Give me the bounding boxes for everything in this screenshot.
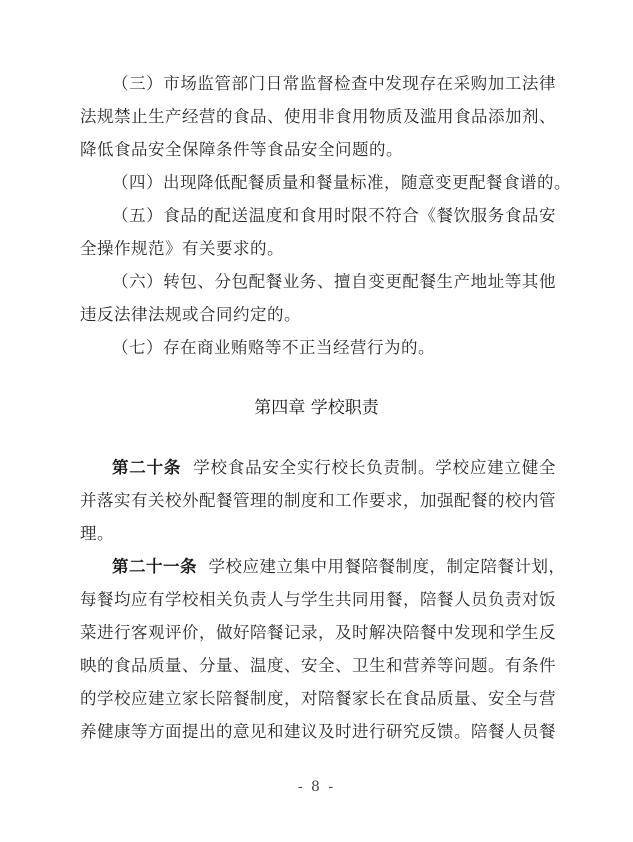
article-20-text-1: 学校食品安全实行校长负责制。学校应建立健全 (193, 458, 557, 477)
article-21-label: 第二十一条 (112, 557, 197, 576)
chapter-heading: 第四章 学校职责 (254, 398, 379, 418)
clause-3-line-1: （三）市场监管部门日常监督检查中发现存在采购加工法律 (112, 74, 556, 93)
clause-5-line-2: 全操作规范》有关要求的。 (80, 239, 284, 258)
clause-4-line-1: （四）出现降低配餐质量和餐量标准，随意变更配餐食谱的。 (112, 173, 571, 192)
article-21-line-5: 的学校应建立家长陪餐制度，对陪餐家长在食品质量、安全与营 (80, 689, 556, 708)
article-20-line-3: 理。 (80, 524, 114, 543)
article-21-text-1: 学校应建立集中用餐陪餐制度，制定陪餐计划， (208, 557, 566, 576)
clause-6-line-2: 违反法律法规或合同约定的。 (80, 305, 301, 324)
article-20-line-1 (112, 458, 556, 478)
article-21-line-2: 每餐均应有学校相关负责人与学生共同用餐，陪餐人员负责对饭 (80, 590, 556, 609)
clause-5-line-1: （五）食品的配送温度和食用时限不符合《餐饮服务食品安 (112, 206, 556, 225)
clause-3-line-2: 法规禁止生产经营的食品、使用非食用物质及滥用食品添加剂、 (80, 107, 556, 126)
article-21-line-6: 养健康等方面提出的意见和建议及时进行研究反馈。陪餐人员餐 (80, 722, 556, 741)
page-number: - 8 - (297, 779, 336, 795)
clause-6-line-1: （六）转包、分包配餐业务、擅自变更配餐生产地址等其他 (112, 272, 556, 291)
clause-3-line-3: 降低食品安全保障条件等食品安全问题的。 (80, 140, 403, 159)
article-20-line-2: 并落实有关校外配餐管理的制度和工作要求，加强配餐的校内管 (80, 491, 556, 510)
article-20-label: 第二十条 (112, 458, 182, 477)
article-21-line-3: 菜进行客观评价，做好陪餐记录，及时解决陪餐中发现和学生反 (80, 623, 556, 642)
article-21-line-4: 映的食品质量、分量、温度、安全、卫生和营养等问题。有条件 (80, 656, 556, 675)
clause-7-line-1: （七）存在商业贿赂等不正当经营行为的。 (112, 338, 435, 357)
article-21-line-1 (112, 557, 566, 577)
